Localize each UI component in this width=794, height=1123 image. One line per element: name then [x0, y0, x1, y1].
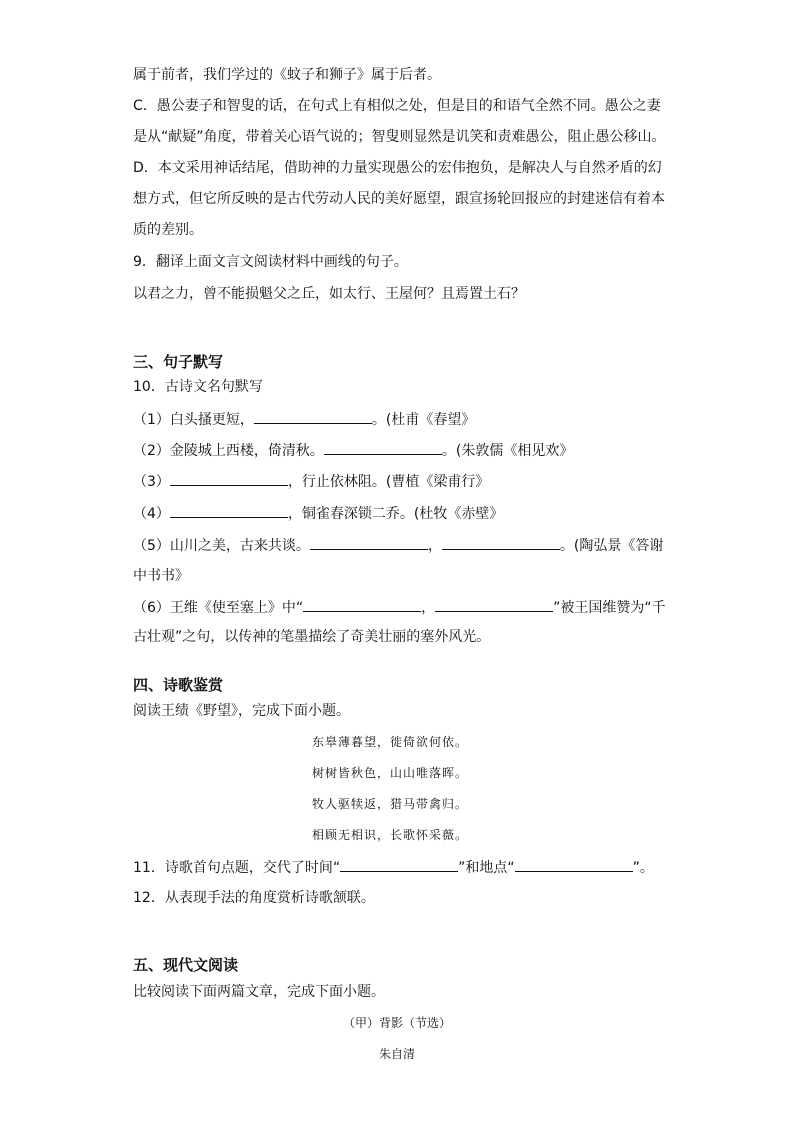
answer-blank[interactable] — [170, 503, 288, 518]
question-10: 10．古诗文名句默写 — [133, 379, 263, 395]
recite-item-5-cont: 中书书》 — [133, 568, 189, 584]
item-text: ”。 — [632, 860, 654, 876]
text-line: 属于前者，我们学过的《蚊子和狮子》属于后者。 — [133, 67, 441, 83]
section-5-title: 五、现代文阅读 — [133, 956, 239, 974]
recite-item-3 — [133, 471, 489, 492]
item-text: （2）金陵城上西楼，倚清秋。 — [133, 443, 324, 459]
option-d-line1: D．本文采用神话结尾，借助神的力量实现愚公的宏伟抱负，是解决人与自然矛盾的幻 — [133, 160, 662, 176]
item-text: ”和地点“ — [458, 860, 515, 876]
poem-line: 东皋薄暮望，徙倚欲何依。 — [312, 735, 469, 749]
item-text: ， — [427, 538, 442, 554]
item-text: （4） — [133, 506, 170, 522]
question-9-sentence: 以君之力，曾不能损魁父之丘，如太行、王屋何？且焉置土石？ — [133, 286, 525, 302]
option-d-line2: 想方式，但它所反映的是古代劳动人民的美好愿望，跟宣扬轮回报应的封建迷信有着本 — [133, 191, 665, 207]
answer-blank[interactable] — [254, 409, 372, 424]
answer-blank[interactable] — [303, 597, 421, 612]
recite-item-2 — [133, 440, 573, 461]
item-text: 11．诗歌首句点题，交代了时间“ — [133, 860, 341, 876]
answer-blank[interactable] — [324, 440, 442, 455]
answer-blank[interactable] — [515, 857, 633, 872]
poem-line: 相顾无相识，长歌怀采薇。 — [312, 828, 469, 842]
item-text: （6）王维《使至塞上》中“ — [133, 600, 304, 616]
question-11 — [133, 857, 654, 878]
item-text: （5）山川之美，古来共谈。 — [133, 538, 310, 554]
option-d-line3: 质的差别。 — [133, 222, 203, 238]
answer-blank[interactable] — [435, 597, 553, 612]
section-4-intro: 阅读王绩《野望》，完成下面小题。 — [133, 703, 350, 719]
answer-blank[interactable] — [310, 535, 428, 550]
section-3-title: 三、句子默写 — [133, 353, 224, 371]
recite-item-4 — [133, 503, 503, 524]
question-12: 12．从表现手法的角度赏析诗歌颔联。 — [133, 890, 375, 906]
item-text: 。(朱敦儒《相见欢》 — [441, 443, 574, 459]
article-author: 朱自清 — [378, 1047, 415, 1061]
question-9: 9．翻译上面文言文阅读材料中画线的句子。 — [133, 254, 408, 270]
section-5-intro: 比较阅读下面两篇文章，完成下面小题。 — [133, 984, 385, 1000]
poem-line: 牧人驱犊返，猎马带禽归。 — [312, 797, 469, 811]
poem-line: 树树皆秋色，山山唯落晖。 — [312, 766, 469, 780]
recite-item-6-cont: 古壮观”之句，以传神的笔墨描绘了奇美壮丽的塞外风光。 — [133, 629, 491, 645]
item-text: ，铜雀春深锁二乔。(杜牧《赤壁》 — [287, 506, 504, 522]
section-4-title: 四、诗歌鉴赏 — [133, 676, 224, 694]
item-text: ， — [421, 600, 436, 616]
item-text: ”被王国维赞为“千 — [553, 600, 666, 616]
answer-blank[interactable] — [170, 471, 288, 486]
answer-blank[interactable] — [442, 535, 560, 550]
item-text: ，行止依林阻。(曹植《梁甫行》 — [287, 474, 490, 490]
recite-item-1 — [133, 409, 475, 430]
recite-item-6 — [133, 597, 666, 618]
item-text: 。(杜甫《春望》 — [371, 412, 476, 428]
item-text: 。(陶弘景《答谢 — [559, 538, 664, 554]
item-text: （3） — [133, 474, 170, 490]
option-c-line2: 是从“献疑”角度，带着关心语气说的；智叟则显然是讥笑和责难愚公，阻止愚公移山。 — [133, 129, 666, 145]
article-title: （甲）背影（节选） — [342, 1016, 451, 1030]
option-c-line1: C．愚公妻子和智叟的话，在句式上有相似之处，但是目的和语气全然不同。愚公之妻 — [133, 98, 661, 114]
answer-blank[interactable] — [340, 857, 458, 872]
recite-item-5 — [133, 535, 663, 556]
item-text: （1）白头搔更短， — [133, 412, 254, 428]
